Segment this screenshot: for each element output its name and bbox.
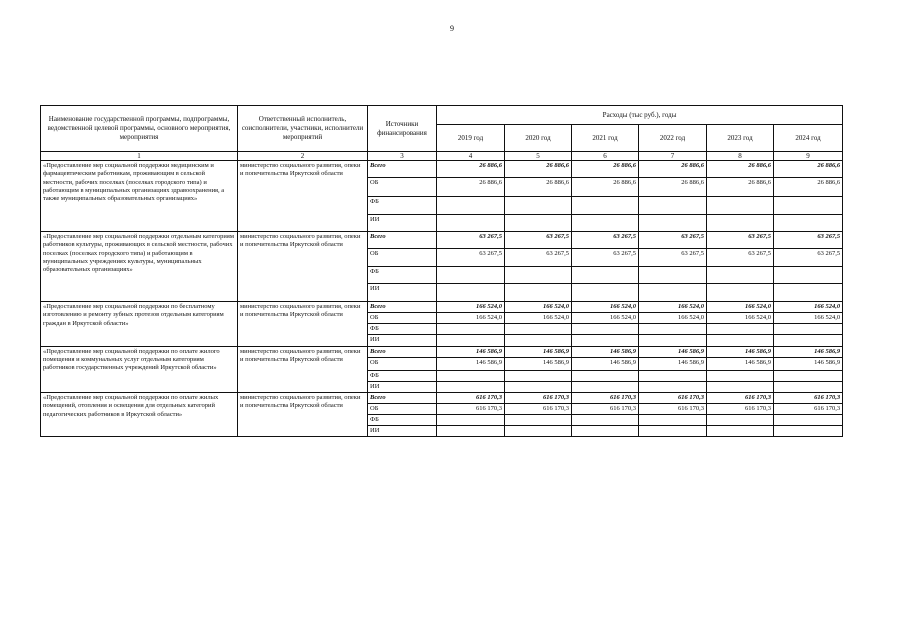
expense-value-cell [639, 215, 707, 232]
header-year: 2024 год [774, 125, 843, 152]
expense-value-cell [639, 426, 707, 437]
expense-value-cell: 166 524,0 [505, 313, 572, 324]
expense-value-cell: 63 267,5 [572, 249, 639, 267]
expense-value-cell: 616 170,3 [707, 404, 774, 415]
expense-value-cell [774, 324, 843, 335]
expense-value-cell [639, 284, 707, 302]
expense-value-cell: 166 524,0 [437, 302, 505, 313]
expense-value-cell: 166 524,0 [774, 313, 843, 324]
expense-value-cell [437, 370, 505, 381]
expense-value-cell [572, 215, 639, 232]
expense-value-cell [505, 215, 572, 232]
expense-value-cell: 26 886,6 [774, 178, 843, 197]
expense-value-cell [707, 415, 774, 426]
header-expenses: Расходы (тыс руб.), годы [437, 106, 843, 125]
funding-source-cell: ОБ [368, 357, 437, 370]
expense-value-cell [505, 370, 572, 381]
expense-value-cell [774, 197, 843, 215]
expense-value-cell [572, 197, 639, 215]
expense-value-cell [707, 381, 774, 392]
expense-value-cell: 63 267,5 [774, 249, 843, 267]
expense-value-cell [505, 335, 572, 346]
expense-value-cell [572, 381, 639, 392]
expense-value-cell: 166 524,0 [707, 302, 774, 313]
expense-value-cell [639, 381, 707, 392]
expense-value-cell [707, 370, 774, 381]
program-name-cell: «Предоставление мер социальной поддержки по оплате жилых помещений, отопления и освещения для отдельных категорий педагогических работников в Иркутской области» [41, 392, 238, 437]
column-number: 2 [238, 152, 368, 161]
expense-value-cell [774, 284, 843, 302]
expense-value-cell: 26 886,6 [505, 161, 572, 178]
expense-value-cell [505, 381, 572, 392]
expense-value-cell: 616 170,3 [774, 404, 843, 415]
expense-value-cell [707, 284, 774, 302]
expense-value-cell: 63 267,5 [774, 232, 843, 249]
executor-cell: министерство социального развития, опеки и попечительства Иркутской области [238, 392, 368, 437]
expense-value-cell [437, 215, 505, 232]
expense-value-cell: 26 886,6 [639, 178, 707, 197]
expense-value-cell [505, 284, 572, 302]
funding-source-cell: Всего [368, 302, 437, 313]
expense-value-cell: 616 170,3 [437, 392, 505, 403]
funding-source-cell: ИИ [368, 284, 437, 302]
header-name: Наименование государственной программы, подпрограммы, ведомственной целевой программы, основного мероприятия, мероприятия [41, 106, 238, 152]
funding-source-cell: ОБ [368, 404, 437, 415]
expense-value-cell [639, 267, 707, 284]
funding-source-cell: Всего [368, 161, 437, 178]
program-name-cell: «Предоставление мер социальной поддержки отдельным категориям работников культуры, проживающих в сельской местности, рабочих поселках (поселках городского типа) и работающим в муниципальных учреждениях культуры, муниципальных образовательных организациях» [41, 232, 238, 302]
column-number: 4 [437, 152, 505, 161]
header-year: 2019 год [437, 125, 505, 152]
funding-source-cell: Всего [368, 346, 437, 357]
expense-value-cell: 166 524,0 [572, 302, 639, 313]
column-number: 3 [368, 152, 437, 161]
expense-value-cell: 166 524,0 [572, 313, 639, 324]
expense-value-cell [572, 267, 639, 284]
column-number: 6 [572, 152, 639, 161]
expense-value-cell [707, 324, 774, 335]
expense-value-cell: 146 586,9 [437, 346, 505, 357]
expense-value-cell: 166 524,0 [774, 302, 843, 313]
expense-value-cell: 26 886,6 [707, 178, 774, 197]
expense-value-cell: 146 586,9 [707, 357, 774, 370]
expense-value-cell: 26 886,6 [707, 161, 774, 178]
expense-value-cell: 166 524,0 [707, 313, 774, 324]
expense-value-cell: 616 170,3 [437, 404, 505, 415]
expense-value-cell [774, 415, 843, 426]
funding-source-cell: ОБ [368, 313, 437, 324]
expense-value-cell [639, 197, 707, 215]
expense-value-cell: 146 586,9 [774, 346, 843, 357]
expense-value-cell [505, 415, 572, 426]
funding-source-cell: ФБ [368, 267, 437, 284]
column-number: 9 [774, 152, 843, 161]
expense-value-cell: 146 586,9 [437, 357, 505, 370]
expense-value-cell: 616 170,3 [639, 404, 707, 415]
program-name-cell: «Предоставление мер социальной поддержки по бесплатному изготовлению и ремонту зубных протезов отдельным категориям граждан в Иркутской области» [41, 302, 238, 347]
expense-value-cell: 63 267,5 [572, 232, 639, 249]
expense-value-cell [774, 267, 843, 284]
expense-value-cell [437, 267, 505, 284]
expense-value-cell [774, 381, 843, 392]
executor-cell: министерство социального развития, опеки и попечительства Иркутской области [238, 161, 368, 232]
funding-source-cell: ФБ [368, 324, 437, 335]
column-number: 1 [41, 152, 238, 161]
header-source: Источники финансирования [368, 106, 437, 152]
expense-value-cell: 26 886,6 [572, 178, 639, 197]
funding-source-cell: ФБ [368, 370, 437, 381]
table-row [41, 232, 843, 249]
table-row [41, 346, 843, 357]
expense-value-cell: 146 586,9 [707, 346, 774, 357]
header-year: 2020 год [505, 125, 572, 152]
expense-value-cell: 146 586,9 [572, 357, 639, 370]
expense-value-cell [707, 215, 774, 232]
expense-value-cell [774, 335, 843, 346]
expense-value-cell: 146 586,9 [505, 357, 572, 370]
expense-value-cell: 63 267,5 [707, 249, 774, 267]
expense-value-cell [572, 415, 639, 426]
expense-value-cell: 616 170,3 [572, 392, 639, 403]
expense-value-cell [774, 215, 843, 232]
expense-value-cell: 63 267,5 [639, 249, 707, 267]
table-body [41, 161, 843, 437]
program-name-cell: «Предоставление мер социальной поддержки медицинским и фармацевтическим работникам, проживающим в сельской местности, рабочих поселках (поселках городского типа) и работающим в муниципальных организациях здравоохранения, а также муниципальных образовательных организациях» [41, 161, 238, 232]
expense-value-cell: 146 586,9 [639, 357, 707, 370]
expense-value-cell: 63 267,5 [505, 232, 572, 249]
expense-value-cell: 26 886,6 [774, 161, 843, 178]
header-year: 2022 год [639, 125, 707, 152]
expense-value-cell: 63 267,5 [437, 249, 505, 267]
expense-value-cell: 146 586,9 [505, 346, 572, 357]
expense-value-cell [505, 267, 572, 284]
header-year: 2023 год [707, 125, 774, 152]
program-name-cell: «Предоставление мер социальной поддержки по оплате жилого помещения и коммунальных услуг отдельным категориям работников государственных учреждений Иркутской области» [41, 346, 238, 392]
funding-source-cell: ИИ [368, 426, 437, 437]
budget-table [40, 105, 843, 437]
expense-value-cell: 26 886,6 [639, 161, 707, 178]
column-number: 8 [707, 152, 774, 161]
page-number: 9 [450, 24, 454, 33]
expense-value-cell [572, 370, 639, 381]
executor-cell: министерство социального развития, опеки и попечительства Иркутской области [238, 232, 368, 302]
table-row [41, 302, 843, 313]
executor-cell: министерство социального развития, опеки и попечительства Иркутской области [238, 346, 368, 392]
expense-value-cell [707, 197, 774, 215]
table-row [41, 161, 843, 178]
expense-value-cell [437, 426, 505, 437]
funding-source-cell: Всего [368, 232, 437, 249]
header-executor: Ответственный исполнитель, соисполнители, участники, исполнители мероприятий [238, 106, 368, 152]
expense-value-cell [505, 426, 572, 437]
funding-source-cell: ФБ [368, 415, 437, 426]
expense-value-cell: 166 524,0 [505, 302, 572, 313]
expense-value-cell [774, 426, 843, 437]
expense-value-cell: 616 170,3 [572, 404, 639, 415]
expense-value-cell: 26 886,6 [437, 161, 505, 178]
table-row [41, 392, 843, 403]
funding-source-cell: ОБ [368, 178, 437, 197]
expense-value-cell: 616 170,3 [774, 392, 843, 403]
expense-value-cell [572, 426, 639, 437]
expense-value-cell: 26 886,6 [437, 178, 505, 197]
funding-source-cell: ИИ [368, 215, 437, 232]
expense-value-cell [505, 324, 572, 335]
expense-value-cell: 616 170,3 [505, 404, 572, 415]
expense-value-cell: 63 267,5 [505, 249, 572, 267]
expense-value-cell: 166 524,0 [437, 313, 505, 324]
expense-value-cell: 166 524,0 [639, 313, 707, 324]
expense-value-cell: 63 267,5 [639, 232, 707, 249]
expense-value-cell: 26 886,6 [505, 178, 572, 197]
expense-value-cell: 63 267,5 [707, 232, 774, 249]
expense-value-cell [505, 197, 572, 215]
header-year: 2021 год [572, 125, 639, 152]
funding-source-cell: ФБ [368, 197, 437, 215]
expense-value-cell: 146 586,9 [572, 346, 639, 357]
expense-value-cell [437, 284, 505, 302]
funding-source-cell: ОБ [368, 249, 437, 267]
expense-value-cell [639, 370, 707, 381]
expense-value-cell: 616 170,3 [505, 392, 572, 403]
funding-source-cell: ИИ [368, 335, 437, 346]
expense-value-cell: 616 170,3 [639, 392, 707, 403]
column-number: 5 [505, 152, 572, 161]
expense-value-cell: 616 170,3 [707, 392, 774, 403]
expense-value-cell [572, 324, 639, 335]
expense-value-cell [639, 324, 707, 335]
expense-value-cell: 26 886,6 [572, 161, 639, 178]
executor-cell: министерство социального развития, опеки и попечительства Иркутской области [238, 302, 368, 347]
expense-value-cell [572, 335, 639, 346]
expense-value-cell [437, 381, 505, 392]
expense-value-cell [774, 370, 843, 381]
column-number: 7 [639, 152, 707, 161]
expense-value-cell: 166 524,0 [639, 302, 707, 313]
expense-value-cell: 63 267,5 [437, 232, 505, 249]
expense-value-cell [707, 426, 774, 437]
expense-value-cell [639, 335, 707, 346]
expense-value-cell [437, 197, 505, 215]
expense-value-cell [437, 324, 505, 335]
expense-value-cell [572, 284, 639, 302]
funding-source-cell: Всего [368, 392, 437, 403]
expense-value-cell [707, 335, 774, 346]
expense-value-cell: 146 586,9 [639, 346, 707, 357]
expense-value-cell: 146 586,9 [774, 357, 843, 370]
expense-value-cell [437, 415, 505, 426]
funding-source-cell: ИИ [368, 381, 437, 392]
expense-value-cell [707, 267, 774, 284]
expense-value-cell [639, 415, 707, 426]
expense-value-cell [437, 335, 505, 346]
